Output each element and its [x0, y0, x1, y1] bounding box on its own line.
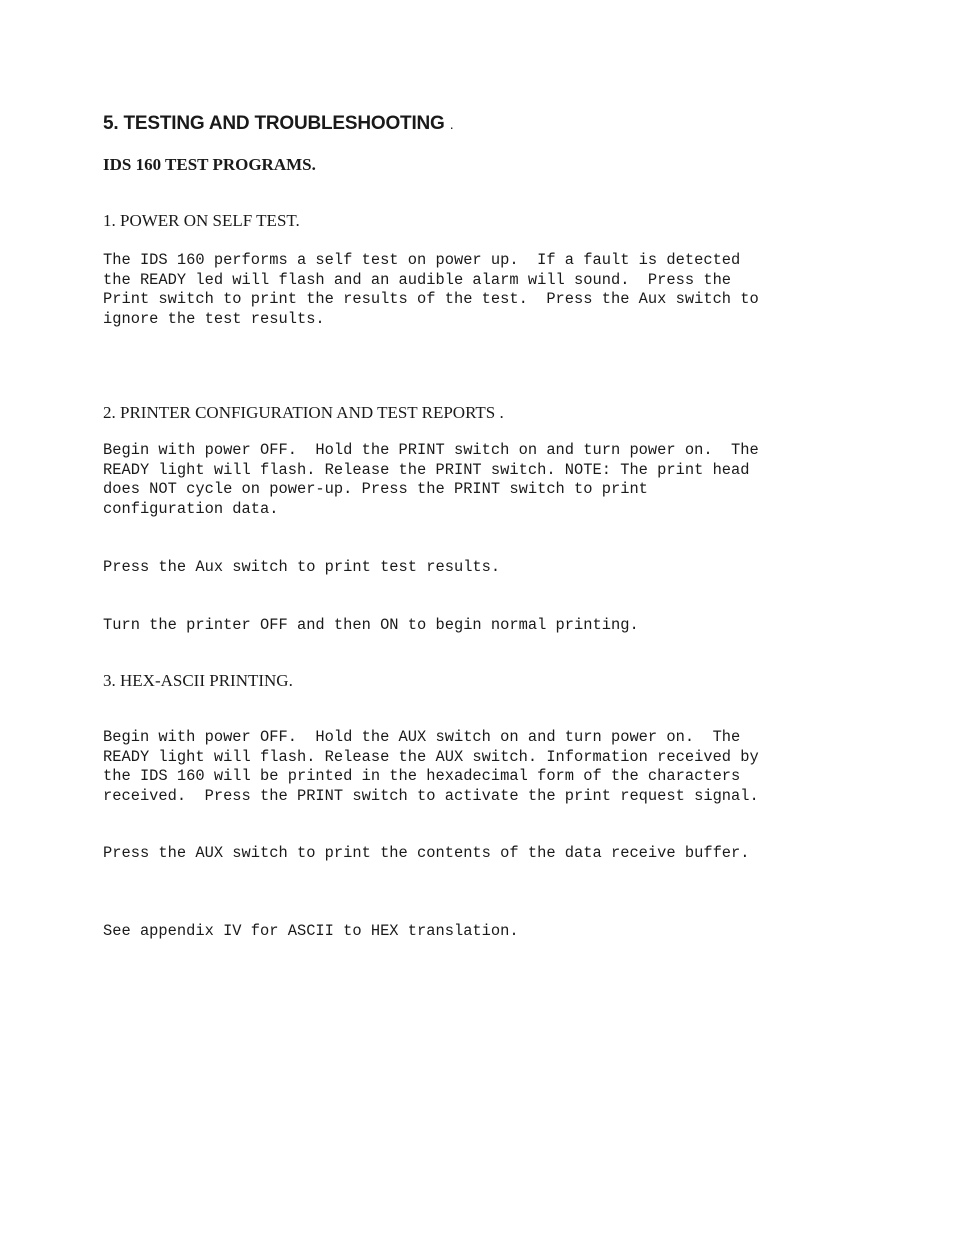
- section-2-paragraph-2: Press the Aux switch to print test results.: [103, 558, 501, 576]
- section-2-title-text: 2. PRINTER CONFIGURATION AND TEST REPORTS: [103, 403, 496, 422]
- section-2-paragraph-3: Turn the printer OFF and then ON to begin normal printing.: [103, 616, 639, 634]
- section-3-paragraph-1: Begin with power OFF. Hold the AUX switch on and turn power on. The READY light will flash. Release the AUX switch. Information received by the IDS 160 will be printed in the hexadecimal form of the characters received. Press the PRINT switch to activate the print request signal.: [103, 728, 759, 805]
- section-3-paragraph-3: See appendix IV for ASCII to HEX translation.: [103, 922, 519, 940]
- main-heading-dot: .: [449, 116, 454, 132]
- main-heading-text: 5. TESTING AND TROUBLESHOOTING: [103, 113, 445, 134]
- section-1-title: 1. POWER ON SELF TEST.: [103, 211, 300, 230]
- section-2-paragraph-1: Begin with power OFF. Hold the PRINT switch on and turn power on. The READY light will flash. Release the PRINT switch. NOTE: The print head does NOT cycle on power-up. Press the PRINT switch to print configuration data.: [103, 441, 759, 518]
- section-2-title-dot: .: [499, 403, 504, 422]
- section-3-paragraph-2: Press the AUX switch to print the contents of the data receive buffer.: [103, 844, 750, 862]
- section-3-title: 3. HEX-ASCII PRINTING.: [103, 671, 293, 690]
- section-1-paragraph-1: The IDS 160 performs a self test on power up. If a fault is detected the READY led will flash and an audible alarm will sound. Press the Print switch to print the results of the test. Press the Aux switch to ignore the test results.: [103, 251, 759, 328]
- main-heading: [103, 113, 453, 135]
- sub-heading: IDS 160 TEST PROGRAMS.: [103, 155, 316, 174]
- section-2-title: [103, 403, 504, 423]
